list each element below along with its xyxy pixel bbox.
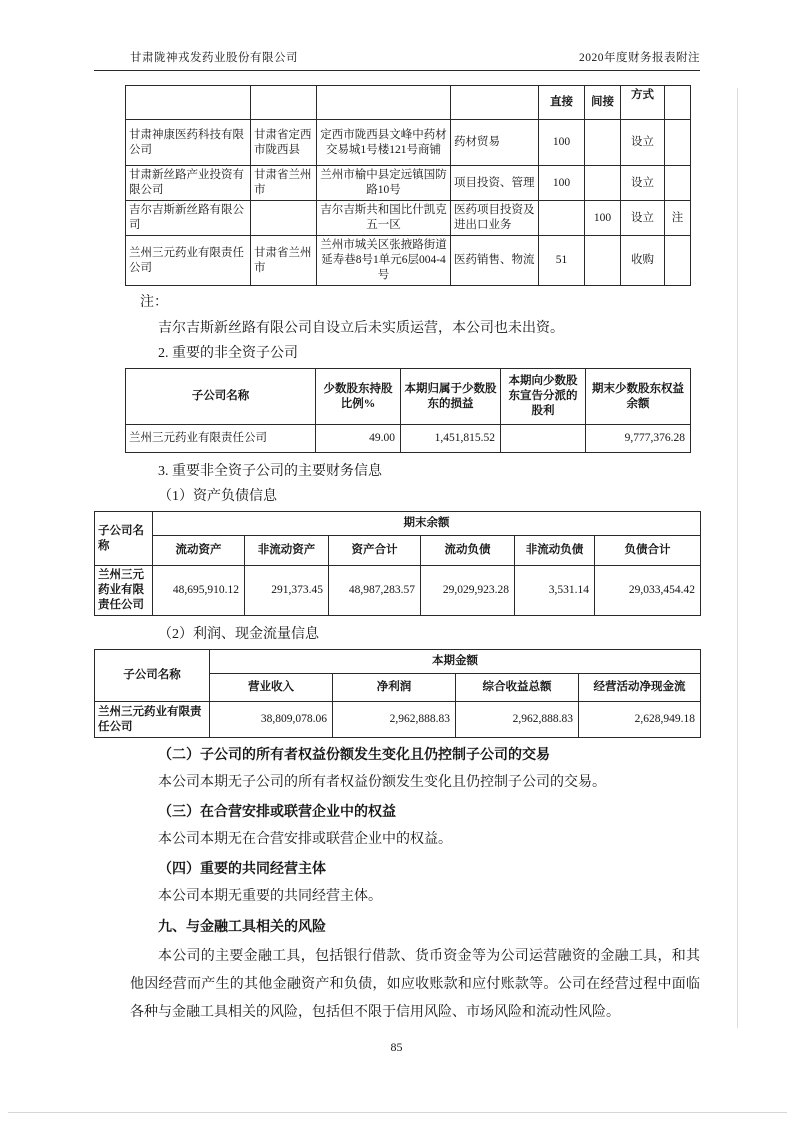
header-cell-indirect: 间接 — [585, 86, 621, 120]
cell-business: 医药销售、物流 — [451, 236, 539, 286]
header-cell-subsidiary-name: 子公司名称 — [126, 369, 316, 425]
header-cell-empty — [251, 86, 317, 120]
cell-business: 医药项目投资及进出口业务 — [451, 201, 539, 236]
subsidiaries-table — [125, 85, 691, 286]
header-cell-total-assets: 资产合计 — [329, 536, 421, 566]
note-text: 吉尔吉斯新丝路有限公司自设立后未实质运营，本公司也未出资。 — [158, 321, 564, 336]
header-cell-operating-cashflow: 经营活动净现金流 — [579, 674, 701, 702]
header-cell-current-liabilities: 流动负债 — [421, 536, 515, 566]
cell-current-liabilities: 29,029,923.28 — [421, 566, 515, 616]
table-row — [126, 166, 691, 201]
cell-company-name: 吉尔吉斯新丝路有限公司 — [126, 201, 251, 236]
cell-note — [665, 236, 691, 286]
subsidiaries-header-row — [126, 86, 691, 120]
cell-direct-ratio — [539, 201, 585, 236]
section-body-financial-instrument-risk: 本公司的主要金融工具，包括银行借款、货币资金等为公司运营融资的金融工具，和其他因经营而产生的其他金融资产和负债，如应收账款和应付账款等。公司在经营过程中面临各种与金融工具相关的风险，包括但不限于信用风险、市场风险和流动性风险。 — [130, 949, 700, 1020]
cell-net-profit: 2,962,888.83 — [333, 702, 456, 738]
section-heading-owner-equity-change: （二）子公司的所有者权益份额发生变化且仍控制子公司的交易 — [158, 748, 550, 763]
table-row — [126, 120, 691, 166]
profit-header-row-1 — [95, 650, 701, 674]
cell-method: 设立 — [621, 120, 665, 166]
header-cell-empty — [126, 86, 251, 120]
minority-interest-table — [125, 368, 691, 453]
cell-indirect-ratio: 100 — [585, 201, 621, 236]
table-row — [95, 566, 701, 616]
header-cell-minority-profit: 本期归属于少数股东的损益 — [401, 369, 501, 425]
header-cell-noncurrent-assets: 非流动资产 — [245, 536, 329, 566]
cell-address: 吉尔吉斯共和国比什凯克五一区 — [317, 201, 451, 236]
header-cell-total-liabilities: 负债合计 — [595, 536, 701, 566]
cell-address: 定西市陇西县文峰中药材交易城1号楼121号商铺 — [317, 120, 451, 166]
cell-region: 甘肃省兰州市 — [251, 236, 317, 286]
cell-subsidiary-name: 兰州三元药业有限责任公司 — [95, 566, 153, 616]
header-cell-current-assets: 流动资产 — [153, 536, 245, 566]
cell-revenue: 38,809,078.06 — [210, 702, 333, 738]
cell-note — [665, 166, 691, 201]
cell-indirect-ratio — [585, 166, 621, 201]
section-body-owner-equity-change: 本公司本期无子公司的所有者权益份额发生变化且仍控制子公司的交易。 — [158, 775, 606, 790]
cell-company-name: 甘肃神康医药科技有限公司 — [126, 120, 251, 166]
section-heading-joint-operations: （四）重要的共同经营主体 — [158, 862, 326, 877]
section-heading-3: 3. 重要非全资子公司的主要财务信息 — [158, 464, 382, 479]
cell-address: 兰州市榆中县定远镇国防路10号 — [317, 166, 451, 201]
header-company-name: 甘肃陇神戎发药业股份有限公司 — [130, 52, 298, 64]
header-report-title: 2020年度财务报表附注 — [579, 52, 700, 64]
section-heading-2: 2. 重要的非全资子公司 — [158, 346, 298, 361]
section-heading-joint-ventures: （三）在合营安排或联营企业中的权益 — [158, 805, 396, 820]
cell-subsidiary-name: 兰州三元药业有限责任公司 — [126, 425, 316, 453]
header-cell-minority-equity: 期末少数股东权益余额 — [586, 369, 691, 425]
header-cell-total-comprehensive-income: 综合收益总额 — [456, 674, 579, 702]
cell-total-liabilities: 29,033,454.42 — [595, 566, 701, 616]
cell-region: 甘肃省定西市陇西县 — [251, 120, 317, 166]
cell-noncurrent-assets: 291,373.45 — [245, 566, 329, 616]
section-body-joint-ventures: 本公司本期无在合营安排或联营企业中的权益。 — [158, 832, 452, 847]
header-cell-period-end-balance: 期末余额 — [153, 512, 701, 536]
header-cell-subsidiary-name: 子公司名称 — [95, 650, 210, 702]
subsection-heading-2: （2）利润、现金流量信息 — [158, 627, 319, 642]
header-cell-subsidiary-name: 子公司名称 — [95, 512, 153, 566]
section-body-joint-operations: 本公司本期无重要的共同经营主体。 — [158, 889, 382, 904]
header-cell-method: 方式 — [621, 86, 665, 120]
cell-subsidiary-name: 兰州三元药业有限责任公司 — [95, 702, 210, 738]
page-header — [94, 49, 700, 65]
subsection-heading-1: （1）资产负债信息 — [158, 489, 277, 504]
cell-company-name: 甘肃新丝路产业投资有限公司 — [126, 166, 251, 201]
cell-noncurrent-liabilities: 3,531.14 — [515, 566, 595, 616]
cell-address: 兰州市城关区张掖路街道延寿巷8号1单元6层004-4号 — [317, 236, 451, 286]
balance-sheet-table — [94, 511, 701, 616]
header-cell-empty — [451, 86, 539, 120]
header-cell-current-period-amount: 本期金额 — [210, 650, 701, 674]
scan-artifact-bottom-line — [8, 1112, 787, 1113]
header-cell-net-profit: 净利润 — [333, 674, 456, 702]
minority-header-row — [126, 369, 691, 425]
cell-minority-equity: 9,777,376.28 — [586, 425, 691, 453]
cell-business: 项目投资、管理 — [451, 166, 539, 201]
header-cell-revenue: 营业收入 — [210, 674, 333, 702]
header-divider — [94, 70, 700, 71]
note-label: 注： — [140, 295, 168, 310]
cell-method: 收购 — [621, 236, 665, 286]
table-row — [126, 236, 691, 286]
cell-minority-dividend — [501, 425, 586, 453]
cell-minority-ratio: 49.00 — [316, 425, 401, 453]
cell-method: 设立 — [621, 166, 665, 201]
header-cell-direct: 直接 — [539, 86, 585, 120]
header-cell-minority-dividend: 本期向少数股东宣告分派的股利 — [501, 369, 586, 425]
cell-current-assets: 48,695,910.12 — [153, 566, 245, 616]
cell-indirect-ratio — [585, 236, 621, 286]
cell-region — [251, 201, 317, 236]
page-content — [94, 0, 700, 1027]
balance-header-row-1 — [95, 512, 701, 536]
header-cell-minority-ratio: 少数股东持股比例% — [316, 369, 401, 425]
cell-note: 注 — [665, 201, 691, 236]
table-row — [95, 702, 701, 738]
cell-direct-ratio: 100 — [539, 166, 585, 201]
cell-operating-cashflow: 2,628,949.18 — [579, 702, 701, 738]
cell-indirect-ratio — [585, 120, 621, 166]
header-cell-empty — [317, 86, 451, 120]
table-row — [126, 201, 691, 236]
cell-direct-ratio: 100 — [539, 120, 585, 166]
cell-direct-ratio: 51 — [539, 236, 585, 286]
header-cell-noncurrent-liabilities: 非流动负债 — [515, 536, 595, 566]
cell-method: 设立 — [621, 201, 665, 236]
cell-total-assets: 48,987,283.57 — [329, 566, 421, 616]
profit-cashflow-table — [94, 649, 701, 738]
section-heading-financial-instrument-risk: 九、与金融工具相关的风险 — [158, 920, 326, 935]
scan-artifact-right-line — [737, 88, 738, 1028]
cell-company-name: 兰州三元药业有限责任公司 — [126, 236, 251, 286]
cell-total-comprehensive-income: 2,962,888.83 — [456, 702, 579, 738]
cell-minority-profit: 1,451,815.52 — [401, 425, 501, 453]
page-number: 85 — [390, 1040, 403, 1054]
cell-note — [665, 120, 691, 166]
cell-region: 甘肃省兰州市 — [251, 166, 317, 201]
header-cell-empty — [665, 86, 691, 120]
balance-header-row-2 — [95, 536, 701, 566]
table-row — [126, 425, 691, 453]
cell-business: 药材贸易 — [451, 120, 539, 166]
